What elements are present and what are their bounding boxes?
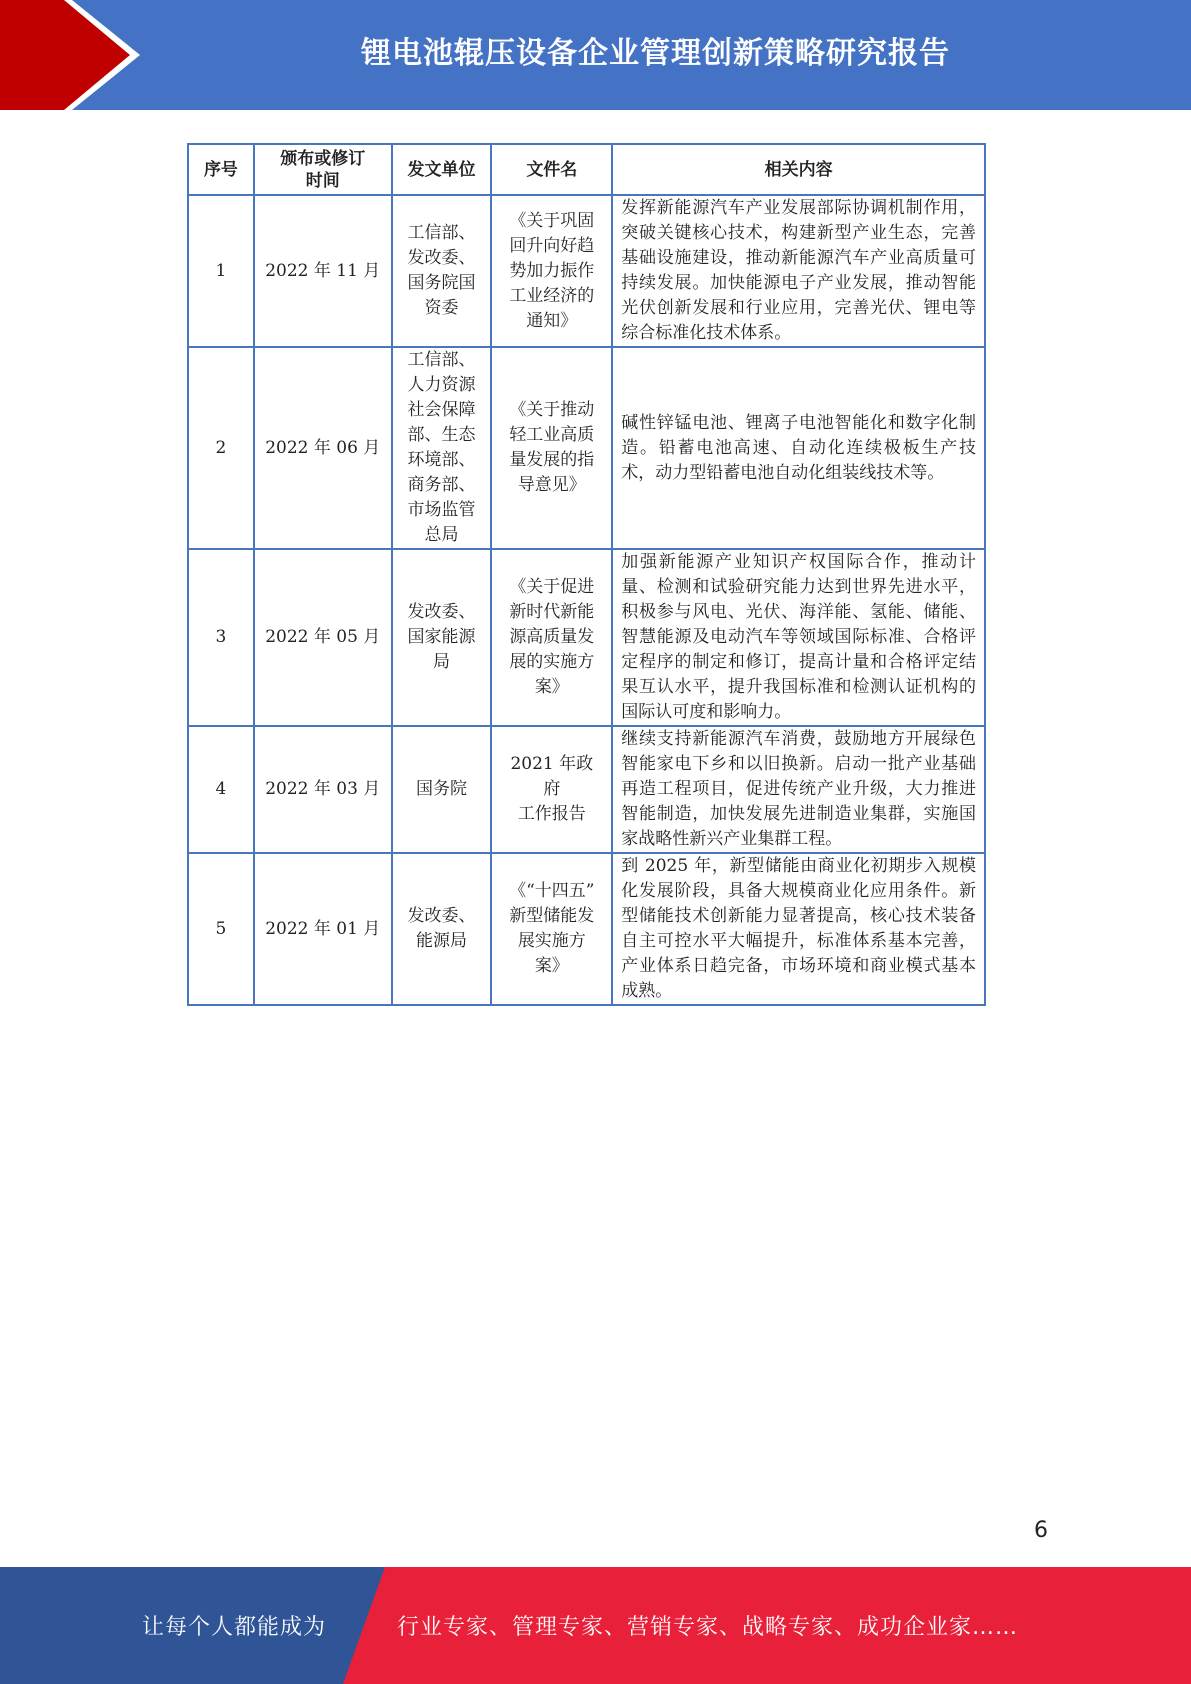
cell-content: 发挥新能源汽车产业发展部际协调机制作用，突破关键核心技术，构建新型产业生态，完善基础设施建设，推动新能源汽车产业高质量可持续发展。加快能源电子产业发展，推动智能光伏创新发展和行业应用，完善光伏、锂电等综合标准化技术体系。 [612,195,985,347]
page-footer [0,1567,1191,1684]
cell-number: 4 [188,726,254,853]
table-row [188,347,985,549]
cell-date: 2022 年 05 月 [254,549,392,726]
cell-issuer: 国务院 [392,726,492,853]
table-row [188,195,985,347]
cell-date: 2022 年 03 月 [254,726,392,853]
cell-document: 《关于促进 新时代新能 源高质量发 展的实施方 案》 [491,549,612,726]
cell-issuer: 工信部、 发改委、 国务院国 资委 [392,195,492,347]
cell-date: 2022 年 11 月 [254,195,392,347]
cell-date: 2022 年 01 月 [254,853,392,1005]
cell-date: 2022 年 06 月 [254,347,392,549]
header-chevron-decoration [0,0,160,110]
header-cell-document: 文件名 [491,144,612,195]
cell-issuer: 发改委、 能源局 [392,853,492,1005]
cell-content: 加强新能源产业知识产权国际合作，推动计量、检测和试验研究能力达到世界先进水平，积极参与风电、光伏、海洋能、氢能、储能、智慧能源及电动汽车等领域国际标准、合格评定程序的制定和修订，提高计量和合格评定结果互认水平，提升我国标准和检测认证机构的国际认可度和影响力。 [612,549,985,726]
cell-number: 3 [188,549,254,726]
cell-document: 《关于推动 轻工业高质 量发展的指 导意见》 [491,347,612,549]
cell-content: 到 2025 年，新型储能由商业化初期步入规模化发展阶段，具备大规模商业化应用条件。新型储能技术创新能力显著提高，核心技术装备自主可控水平大幅提升，标准体系基本完善，产业体系日趋完备，市场环境和商业模式基本成熟。 [612,853,985,1005]
page-header [0,0,1191,110]
header-cell-number: 序号 [188,144,254,195]
cell-issuer: 发改委、 国家能源 局 [392,549,492,726]
cell-document: 《“十四五” 新型储能发 展实施方 案》 [491,853,612,1005]
footer-slogan-right: 行业专家、管理专家、营销专家、战略专家、成功企业家…… [397,1615,1019,1640]
table-row [188,853,985,1005]
cell-number: 1 [188,195,254,347]
page-number: 6 [1034,1518,1048,1543]
table-header-row [188,144,985,195]
cell-content: 碱性锌锰电池、锂离子电池智能化和数字化制造。铅蓄电池高速、自动化连续极板生产技术，动力型铅蓄电池自动化组装线技术等。 [612,347,985,549]
table-row [188,549,985,726]
cell-issuer: 工信部、 人力资源 社会保障 部、生态 环境部、 商务部、 市场监管 总局 [392,347,492,549]
cell-content: 继续支持新能源汽车消费，鼓励地方开展绿色智能家电下乡和以旧换新。启动一批产业基础再造工程项目，促进传统产业升级，大力推进智能制造，加快发展先进制造业集群，实施国家战略性新兴产业集群工程。 [612,726,985,853]
header-cell-issuer: 发文单位 [392,144,492,195]
policy-table [187,143,986,1006]
document-title: 锂电池辊压设备企业管理创新策略研究报告 [361,36,950,71]
cell-number: 5 [188,853,254,1005]
cell-number: 2 [188,347,254,549]
cell-document: 2021 年政府 工作报告 [491,726,612,853]
header-cell-date: 颁布或修订 时间 [254,144,392,195]
footer-slogan-left: 让每个人都能成为 [142,1615,327,1640]
table-row [188,726,985,853]
header-cell-content: 相关内容 [612,144,985,195]
cell-document: 《关于巩固 回升向好趋 势加力振作 工业经济的 通知》 [491,195,612,347]
